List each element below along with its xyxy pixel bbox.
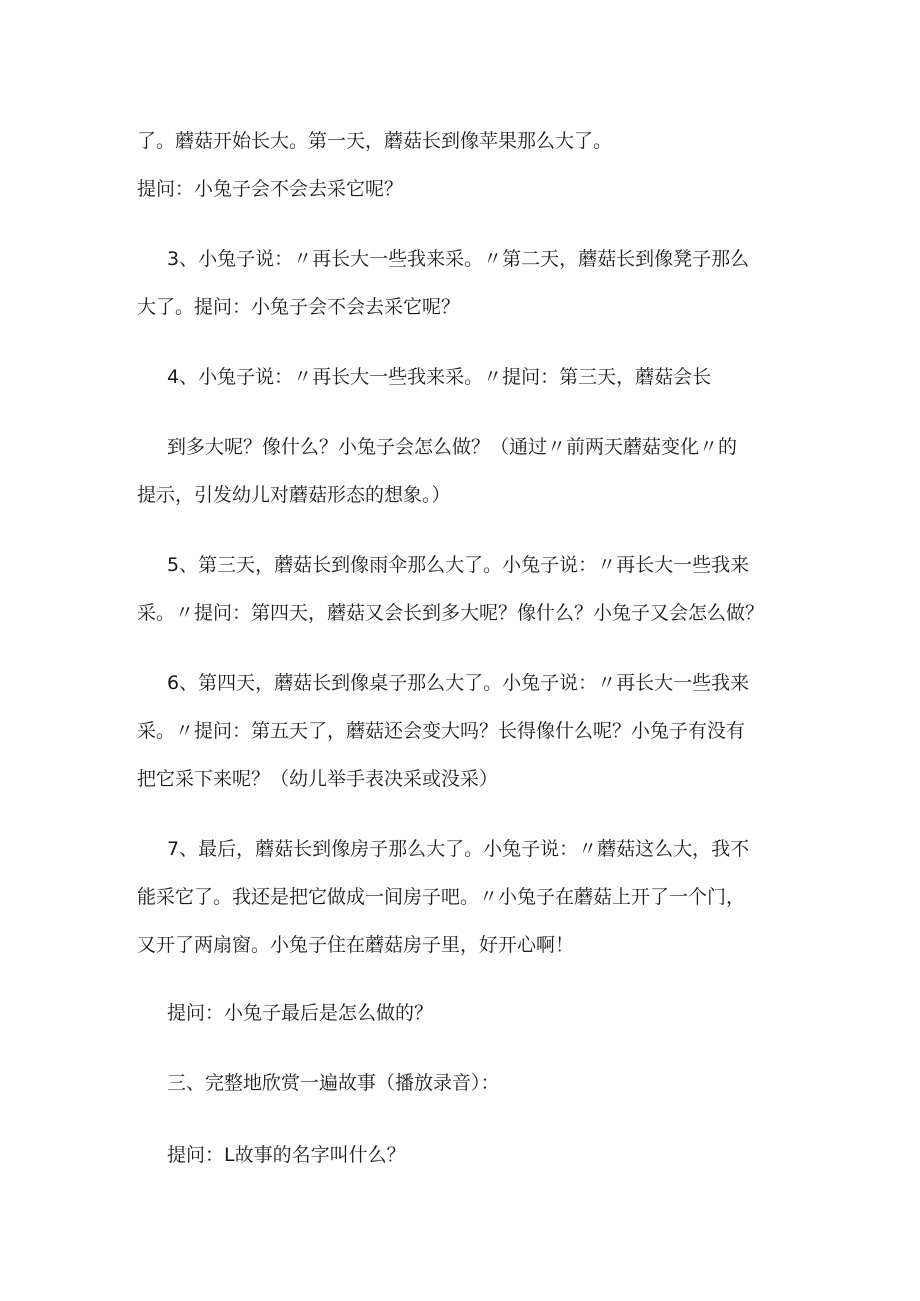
text-line-5: 4、小兔子说：〃再长大一些我来采。〃提问：第三天，蘑菇会长 xyxy=(167,366,712,388)
text-line-14: 能采它了。我还是把它做成一间房子吧。〃小兔子在蘑菇上开了一个门， xyxy=(137,886,746,908)
text-line-3: 3、小兔子说：〃再长大一些我来采。〃第二天，蘑菇长到像凳子那么 xyxy=(167,248,750,270)
text-line-4: 大了。提问：小兔子会不会去采它呢？ xyxy=(137,296,461,318)
text-line-13: 7、最后，蘑菇长到像房子那么大了。小兔子说：〃蘑菇这么大，我不 xyxy=(167,838,750,860)
text-line-8: 5、第三天，蘑菇长到像雨伞那么大了。小兔子说：〃再长大一些我来 xyxy=(167,554,750,576)
text-line-1: 了。蘑菇开始长大。第一天，蘑菇长到像苹果那么大了。 xyxy=(137,130,613,152)
text-line-10: 6、第四天，蘑菇长到像桌子那么大了。小兔子说：〃再长大一些我来 xyxy=(167,672,750,694)
text-line-12: 把它采下来呢？（幼儿举手表决采或没采） xyxy=(137,768,499,790)
text-line-9: 采。〃提问：第四天，蘑菇又会长到多大呢？像什么？小兔子又会怎么做？ xyxy=(137,602,765,624)
text-line-15: 又开了两扇窗。小兔子住在蘑菇房子里，好开心啊！ xyxy=(137,934,575,956)
text-line-16: 提问：小兔子最后是怎么做的？ xyxy=(167,1002,434,1024)
text-line-18: 提问：L故事的名字叫什么？ xyxy=(167,1144,406,1166)
text-line-6: 到多大呢？像什么？小兔子会怎么做？（通过〃前两天蘑菇变化〃的 xyxy=(167,436,738,458)
text-line-2: 提问：小兔子会不会去采它呢？ xyxy=(137,178,404,200)
text-line-17: 三、完整地欣赏一遍故事（播放录音）： xyxy=(167,1072,500,1094)
text-line-7: 提示，引发幼儿对蘑菇形态的想象。） xyxy=(137,484,451,506)
text-line-11: 采。〃提问：第五天了，蘑菇还会变大吗？长得像什么呢？小兔子有没有 xyxy=(137,720,746,742)
